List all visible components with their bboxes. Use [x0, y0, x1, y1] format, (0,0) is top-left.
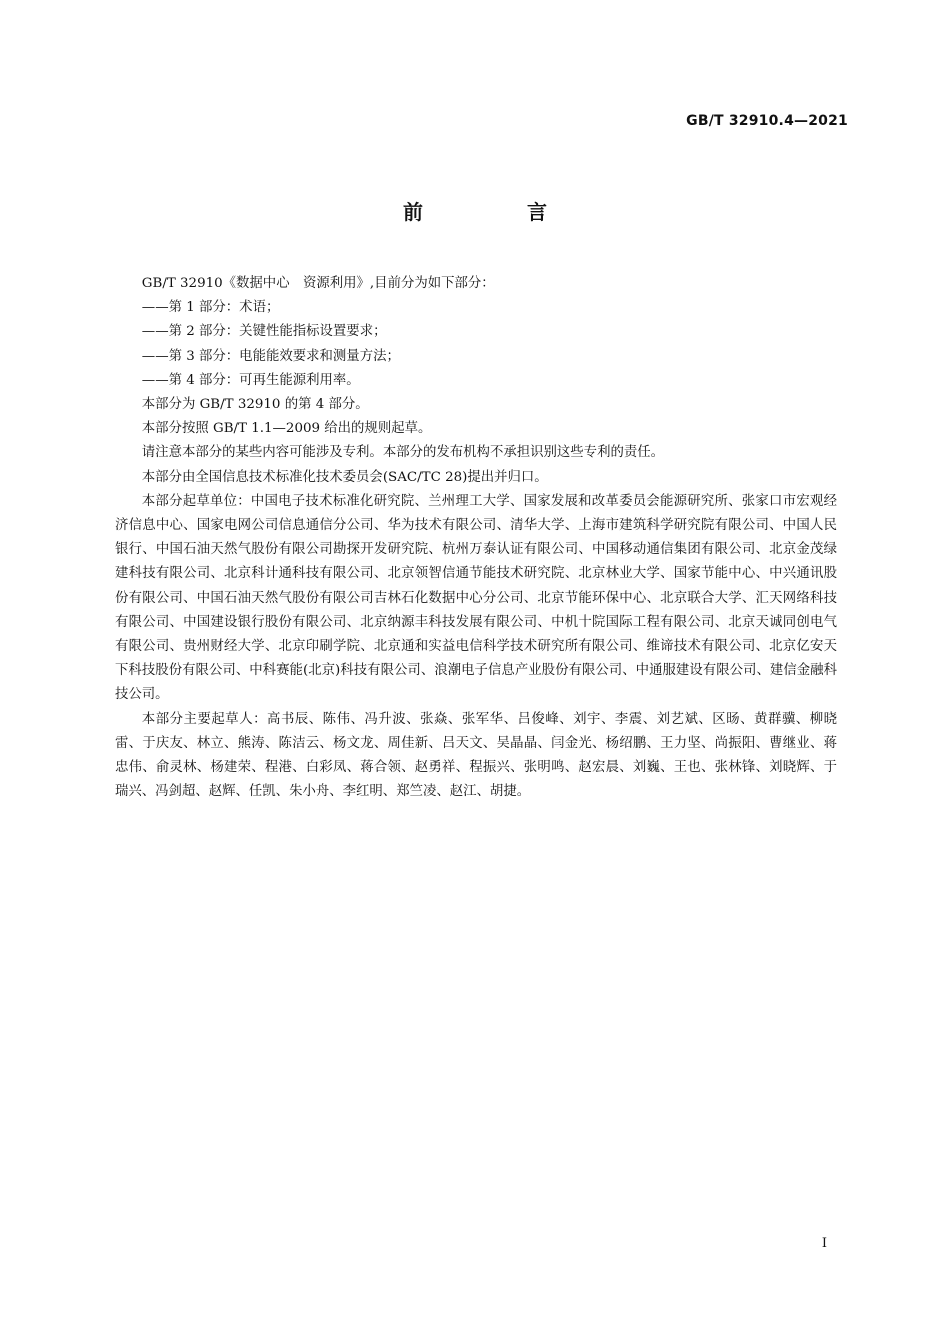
- paragraph-part-3: ——第 3 部分：电能能效要求和测量方法；: [141, 348, 400, 364]
- paragraph-this-part: 本部分为 GB/T 32910 的第 4 部分。: [141, 397, 369, 413]
- foreword-body: [115, 272, 837, 804]
- paragraph-drafting-units: 本部分起草单位：中国电子技术标准化研究院、兰州理工大学、国家发展和改革委员会能源研究所、张家口市宏观经济信息中心、国家电网公司信息通信分公司、华为技术有限公司、清华大学、上海市建筑科学研究院有限公司、中国人民银行、中国石油天然气股份有限公司勘探开发研究院、杭州万泰认证有限公司、中国移动通信集团有限公司、北京金茂绿建科技有限公司、北京科计通科技有限公司、北京领智信通节能技术研究院、北京林业大学、国家节能中心、中兴通讯股份有限公司、中国石油天然气股份有限公司吉林石化数据中心分公司、北京节能环保中心、北京联合大学、汇天网络科技有限公司、中国建设银行股份有限公司、北京纳源丰科技发展有限公司、中机十院国际工程有限公司、北京天诚同创电气有限公司、贵州财经大学、北京印刷学院、北京通和实益电信科学技术研究所有限公司、维谛技术有限公司、北京亿安天下科技股份有限公司、中科赛能(北京)科技有限公司、浪潮电子信息产业股份有限公司、中通服建设有限公司、建信金融科技公司。: [115, 493, 837, 703]
- paragraph-drafters: 本部分主要起草人：高书辰、陈伟、冯升波、张焱、张军华、吕俊峰、刘宇、李震、刘艺斌、区旸、黄群骥、柳晓雷、于庆友、林立、熊涛、陈洁云、杨文龙、周佳新、吕天文、吴晶晶、闫金光、杨绍鹏、王力坚、尚振阳、曹继业、蒋忠伟、俞灵林、杨建荣、程港、白彩凤、蒋合领、赵勇祥、程振兴、张明鸣、赵宏晨、刘巍、王也、张林锋、刘晓辉、于瑞兴、冯剑超、赵辉、任凯、朱小舟、李红明、郑竺凌、赵江、胡捷。: [115, 711, 837, 800]
- paragraph-drafting-rules: 本部分按照 GB/T 1.1—2009 给出的规则起草。: [141, 421, 432, 437]
- page-title: 前 言: [403, 200, 589, 224]
- paragraph-patent-notice: 请注意本部分的某些内容可能涉及专利。本部分的发布机构不承担识别这些专利的责任。: [141, 445, 665, 461]
- paragraph-part-1: ——第 1 部分：术语；: [141, 300, 280, 316]
- paragraph-intro: GB/T 32910《数据中心 资源利用》,目前分为如下部分：: [141, 276, 495, 291]
- standard-number: GB/T 32910.4—2021: [686, 113, 848, 129]
- page-number: I: [821, 1236, 827, 1251]
- paragraph-part-4: ——第 4 部分：可再生能源利用率。: [141, 372, 360, 388]
- paragraph-part-2: ——第 2 部分：关键性能指标设置要求；: [141, 324, 387, 340]
- paragraph-proposer: 本部分由全国信息技术标准化技术委员会(SAC/TC 28)提出并归口。: [141, 469, 548, 485]
